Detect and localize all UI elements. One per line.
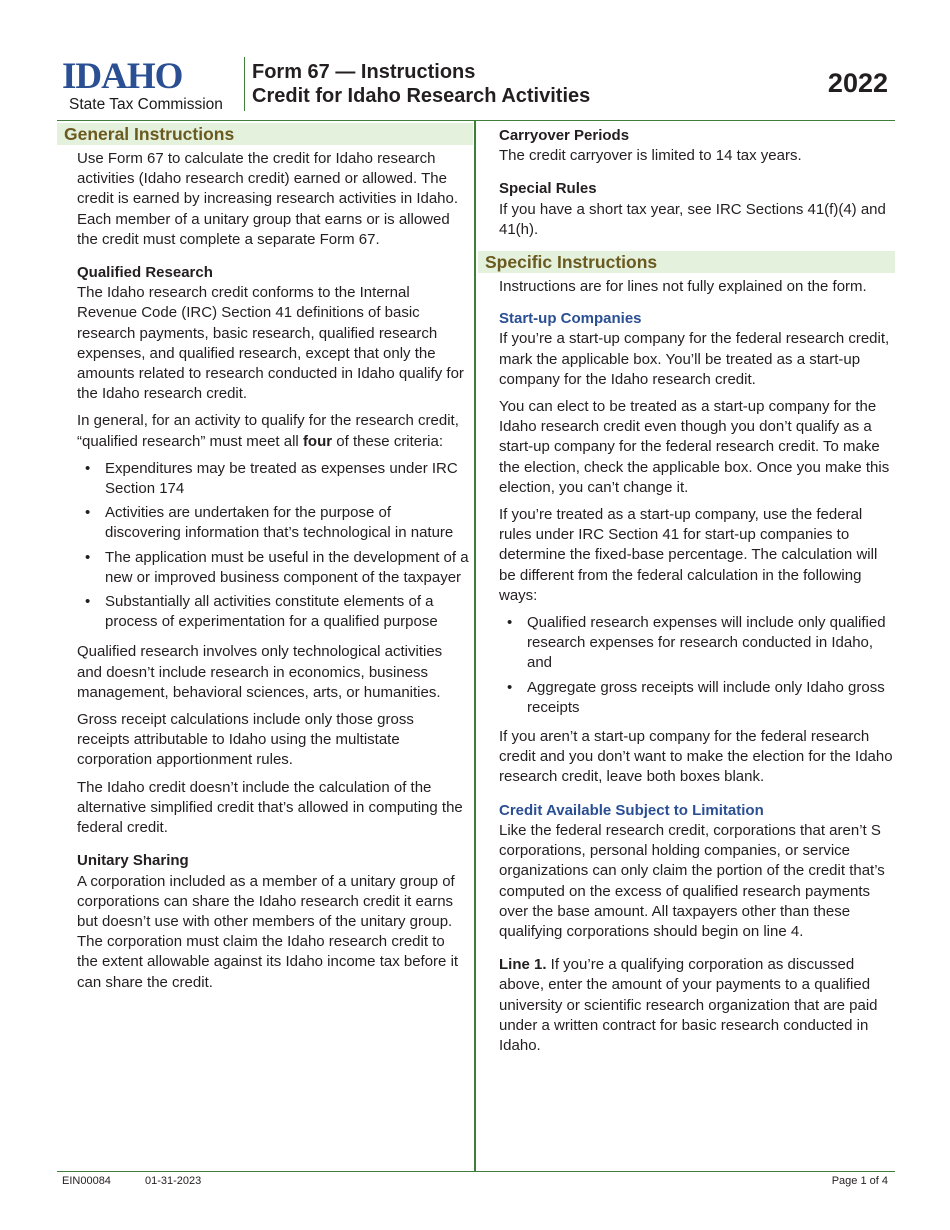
unitary-sharing-heading: Unitary Sharing [77, 852, 189, 870]
credit-limitation-p1: Like the federal research credit, corporations that aren’t S corporations, personal holding companies, or service organizations can only claim the portion of the credit that’s computed on the excess of qualified research payments over the base amount. All taxpayers other than these qualifying corporations should begin on line 4. [499, 821, 885, 940]
criteria-list [77, 459, 469, 633]
list-item-text: The application must be useful in the development of a new or improved business component of the taxpayer [105, 548, 469, 586]
bullet-icon: • [507, 614, 513, 632]
line1-label: Line 1. [499, 956, 547, 974]
qualified-research-heading: Qualified Research [77, 264, 213, 282]
list-item-text: Qualified research expenses will include only qualified research expenses for research conducted in Idaho, and [527, 614, 886, 672]
general-intro: Use Form 67 to calculate the credit for Idaho research activities (Idaho research credit) earned or allowed. The credit is earned by increasing research activities in Idaho. Each member of a unitary group that earns or is allowed the credit must complete a separate Form 67. [77, 150, 459, 248]
bullet-icon: • [85, 593, 91, 611]
qualified-research-p5: The Idaho credit doesn’t include the calculation of the alternative simplified credit that’s allowed in computing the federal credit. [77, 778, 463, 837]
logo-wordmark: IDAHO [62, 56, 183, 97]
startup-heading: Start-up Companies [499, 310, 642, 328]
list-item [499, 678, 895, 718]
startup-p1: If you’re a start-up company for the federal research credit, mark the applicable box. You’ll be treated as a start-up company for the Idaho research credit. [499, 330, 890, 388]
list-item [77, 548, 469, 588]
right-column [478, 126, 895, 1063]
list-item [77, 592, 469, 632]
unitary-sharing-p1: A corporation included as a member of a unitary group of corporations can share the Idaho research credit it earns but doesn’t use with other members of the unitary group. The corporation must claim the Idaho research credit to the extent allowable against its Idaho income tax before it can share the credit. [77, 872, 459, 991]
bullet-icon: • [85, 504, 91, 522]
specific-instructions-heading: Specific Instructions [478, 251, 895, 273]
list-item [77, 459, 469, 499]
line1-instruction [499, 955, 895, 1056]
footer-revision-date: 01-31-2023 [145, 1175, 202, 1187]
header-rule [57, 120, 895, 121]
carryover-heading: Carryover Periods [499, 127, 630, 144]
list-item [77, 503, 469, 543]
carryover-text: The credit carryover is limited to 14 tax years. [499, 147, 802, 165]
header-divider [244, 57, 245, 111]
form-title [252, 60, 590, 108]
form-title-line1: Form 67 — Instructions [252, 61, 476, 83]
qualified-research-p2-bold: four [302, 432, 333, 450]
left-column [57, 123, 473, 1000]
agency-logo [62, 58, 242, 114]
general-instructions-heading: General Instructions [57, 123, 473, 145]
qualified-research-p2-after: of these criteria: [332, 432, 443, 450]
column-divider [474, 120, 476, 1172]
startup-p3: If you’re treated as a start-up company, use the federal rules under IRC Section 41 for start-up companies to determine the fixed-base percentage. The calculation will be different from the federal calculation in the following ways: [499, 506, 878, 604]
tax-year: 2022 [827, 68, 888, 98]
list-item-text: Activities are undertaken for the purpose of discovering information that’s technological in nature [105, 504, 454, 542]
footer-rule [57, 1171, 895, 1172]
qualified-research-p2-before: In general, for an activity to qualify for the research credit, “qualified research” must meet all [77, 412, 459, 450]
list-item-text: Substantially all activities constitute elements of a process of experimentation for a qualified purpose [105, 593, 438, 631]
list-item-text: Aggregate gross receipts will include only Idaho gross receipts [527, 678, 885, 716]
qualified-research-p1: The Idaho research credit conforms to the Internal Revenue Code (IRC) Section 41 definitions of basic research payments, basic research, qualified research expenses, and qualified research, except that only the amounts related to research conducted in Idaho qualify for the Idaho research credit. [77, 284, 464, 403]
special-rules-text: If you have a short tax year, see IRC Sections 41(f)(4) and 41(h). [499, 200, 886, 238]
qualified-research-p4: Gross receipt calculations include only those gross receipts attributable to Idaho using the multistate corporation apportionment rules. [77, 711, 414, 769]
footer-form-code: EIN00084 [62, 1175, 111, 1187]
list-item-text: Expenditures may be treated as expenses under IRC Section 174 [105, 459, 458, 498]
list-item [499, 613, 895, 674]
qualified-research-p3: Qualified research involves only technological activities and doesn’t include research in economics, business management, behavioral sciences, arts, or humanities. [77, 643, 443, 701]
logo-subtitle: State Tax Commission [69, 96, 223, 113]
qualified-research-p2 [77, 411, 469, 451]
special-rules-heading: Special Rules [499, 180, 597, 198]
bullet-icon: • [507, 678, 513, 696]
startup-p2: You can elect to be treated as a start-up company for the Idaho research credit even though you don’t qualify as a start-up company for the federal research credit. To make the election, check the applicable box. Once you make this election, you can’t change it. [499, 398, 890, 496]
startup-p4: If you aren’t a start-up company for the federal research credit and you don’t want to make the election for the Idaho research credit, leave both boxes blank. [499, 728, 893, 786]
line1-text: If you’re a qualifying corporation as discussed above, enter the amount of your payments to a qualified university or scientific research organization that are paid under a written contract for basic research conducted in Idaho. [499, 956, 878, 1054]
specific-intro: Instructions are for lines not fully explained on the form. [499, 278, 867, 296]
bullet-icon: • [85, 459, 91, 477]
startup-list [499, 613, 895, 718]
form-title-line2: Credit for Idaho Research Activities [252, 85, 591, 107]
footer-page-number: Page 1 of 4 [831, 1175, 888, 1187]
bullet-icon: • [85, 548, 91, 566]
credit-limitation-heading: Credit Available Subject to Limitation [499, 801, 764, 819]
